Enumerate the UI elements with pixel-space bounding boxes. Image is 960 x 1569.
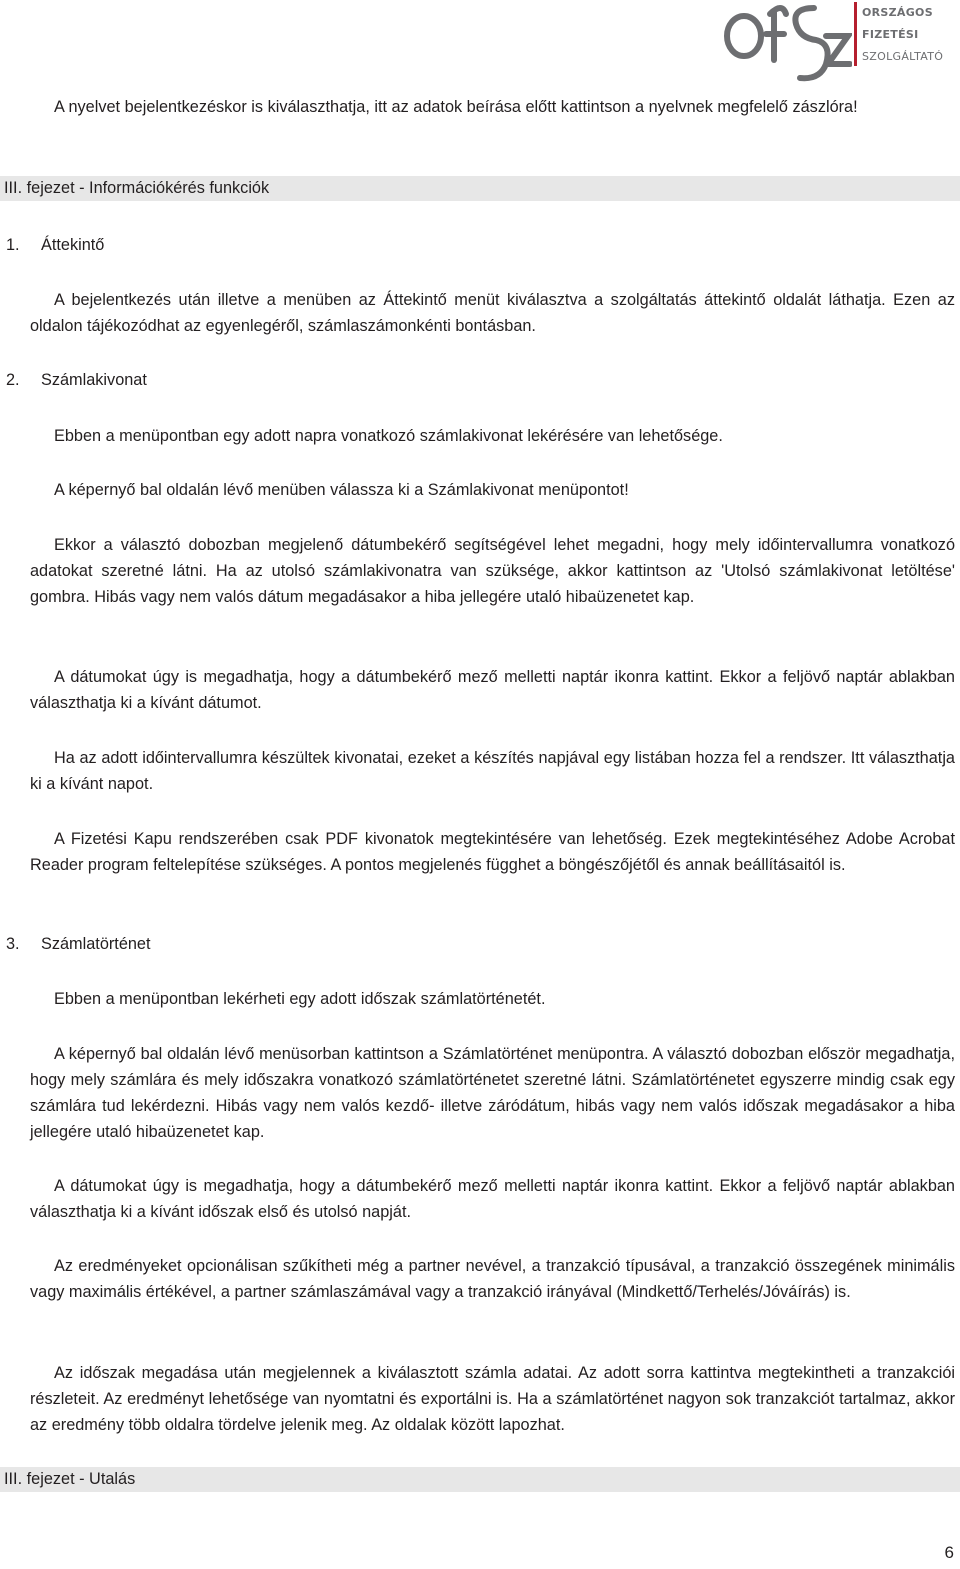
section-heading-attekinto [6,232,104,258]
attekinto-paragraph: A bejelentkezés után illetve a menüben az Áttekintő menüt kiválasztva a szolgáltatás áttekintő oldalát láthatja. Ezen az oldalon tájékozódhat az egyenlegéről, számlaszámonkénti bontásban. [30,291,955,335]
szamlakivonat-paragraph-6: A Fizetési Kapu rendszerében csak PDF kivonatok megtekintésére van lehetőség. Ezek megtekintéséhez Adobe Acrobat Reader program feltelepítése szükséges. A pontos megjelenés függhet a böngészőjétől és annak beállításaitól is. [30,830,955,874]
intro-text: A nyelvet bejelentkezéskor is kiválaszthatja, itt az adatok beírása előtt kattintson a nyelvnek megfelelő zászlóra! [54,98,858,116]
chapter-heading-transfer: III. fejezet - Utalás [0,1467,960,1492]
section-heading-szamlatortenet [6,931,151,957]
section-title: Számlakivonat [41,371,147,389]
section-number: 1. [6,236,20,254]
chapter-heading-info: III. fejezet - Információkérés funkciók [0,176,960,201]
logo-divider [854,2,857,66]
page-number: 6 [944,1543,954,1562]
section-number: 2. [6,371,20,389]
section-title: Számlatörténet [41,935,151,953]
section-number: 3. [6,935,20,953]
section-heading-szamlakivonat [6,367,147,393]
szamlakivonat-paragraph-2: A képernyő bal oldalán lévő menüben válassza ki a Számlakivonat menüpontot! [54,481,629,499]
szamlatortenet-paragraph-5: Az időszak megadása után megjelennek a kiválasztott számla adatai. Az adott sorra kattintva megtekintheti a tranzakciói részleteit. Az eredményt lehetősége van nyomtatni és exportálni is. Ha a számlatörténet nagyon sok tranzakciót tartalmaz, akkor az eredmény több oldalra tördelve jelenik meg. Az oldalak között lapozhat. [30,1364,955,1434]
szamlatortenet-paragraph-4: Az eredményeket opcionálisan szűkítheti még a partner nevével, a tranzakció típusával, a tranzakció összegének minimális vagy maximális értékével, a partner számlaszámával vagy a tranzakció irányával (Mindkettő/Terhelés/Jóváírás) is. [30,1257,955,1301]
szamlatortenet-paragraph-1: Ebben a menüpontban lekérheti egy adott időszak számlatörténetét. [54,990,546,1008]
szamlakivonat-paragraph-1: Ebben a menüpontban egy adott napra vonatkozó számlakivonat lekérésére van lehetősége. [54,427,723,445]
intro-paragraph [30,94,955,120]
logo-word-szolgaltato: SZOLGÁLTATÓ [862,50,944,63]
szamlatortenet-paragraph-2: A képernyő bal oldalán lévő menüsorban kattintson a Számlatörténet menüpontra. A választó dobozban először megadhatja, hogy mely számlára és mely időszakra vonatkozó számlatörténetet szeretné látni. Számlatörténetet egyszerre mindig csak egy számlára tud lekérdezni. Hibás vagy nem valós kezdő- illetve záródátum, hibás vagy nem valós időszak megadásakor a hiba jellegére utaló hibaüzenetet kap. [30,1045,955,1141]
ofsz-logo [722,0,960,88]
ofsz-logo-mark [722,0,852,86]
logo-word-fizetesi: FIZETÉSI [862,28,919,41]
szamlakivonat-paragraph-4: A dátumokat úgy is megadhatja, hogy a dátumbekérő mező melletti naptár ikonra kattint. Ekkor a feljövő naptár ablakban választhatja ki a kívánt dátumot. [30,668,955,712]
logo-word-orszagos: ORSZÁGOS [862,6,933,19]
szamlatortenet-paragraph-3: A dátumokat úgy is megadhatja, hogy a dátumbekérő mező melletti naptár ikonra kattint. Ekkor a feljövő naptár ablakban választhatja ki a kívánt időszak első és utolsó napját. [30,1177,955,1221]
section-title: Áttekintő [41,236,105,254]
szamlakivonat-paragraph-5: Ha az adott időintervallumra készültek kivonatai, ezeket a készítés napjával egy listában hozza fel a rendszer. Itt választhatja ki a kívánt napot. [30,749,955,793]
logo-wordmark [862,2,943,68]
szamlakivonat-paragraph-3: Ekkor a választó dobozban megjelenő dátumbekérő segítségével lehet megadni, hogy mely időintervallumra vonatkozó adatokat szeretné látni. Ha az utolsó számlakivonatra van szüksége, akkor kattintson az 'Utolsó számlakivonat letöltése' gombra. Hibás vagy nem valós dátum megadásakor a hiba jellegére utaló hibaüzenetet kap. [30,536,955,606]
